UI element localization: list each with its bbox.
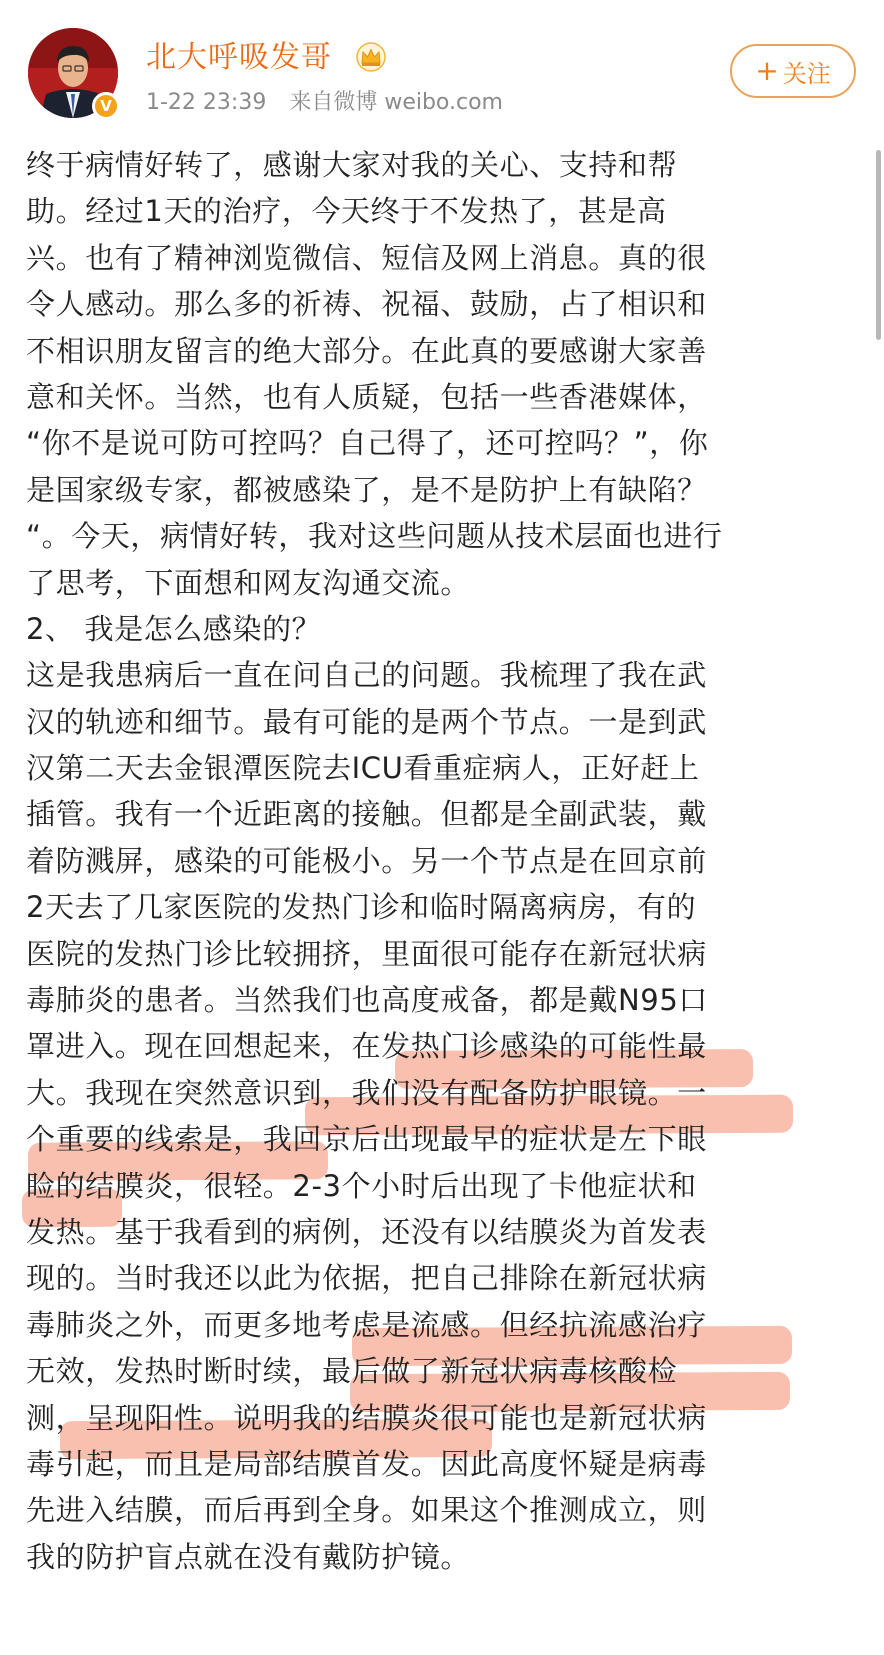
text-line: 大。我现在突然意识到，我们没有配备防护眼镜。一 [26, 1075, 707, 1110]
text-line: 着防溅屏，感染的可能极小。另一个节点是在回京前 [26, 843, 707, 878]
verified-badge-icon [92, 92, 120, 120]
text-line: 无效，发热时断时续，最后做了新冠状病毒核酸检 [26, 1354, 678, 1389]
text-line: 插管。我有一个近距离的接触。但都是全副武装，戴 [26, 797, 707, 832]
text-line: 睑的结膜炎，很轻。2-3个小时后出现了卡他症状和 [26, 1168, 697, 1203]
text-line: 个重要的线索是，我回京后出现最早的症状是左下眼 [26, 1122, 707, 1157]
follow-button[interactable] [730, 44, 856, 98]
text-line: 这是我患病后一直在问自己的问题。我梳理了我在武 [26, 658, 707, 693]
post-header [0, 0, 884, 140]
text-line: 测，呈现阳性。说明我的结膜炎很可能也是新冠状病 [26, 1400, 707, 1435]
post-timestamp: 1-22 23:39 [146, 90, 267, 115]
text-line: 汉的轨迹和细节。最有可能的是两个节点。一是到武 [26, 704, 707, 739]
scrollbar[interactable] [876, 150, 881, 340]
post-meta [146, 88, 503, 118]
text-line: 汉第二天去金银潭医院去ICU看重症病人，正好赶上 [26, 751, 700, 786]
text-line: 发热。基于我看到的病例，还没有以结膜炎为首发表 [26, 1214, 707, 1249]
text-line: 2天去了几家医院的发热门诊和临时隔离病房，有的 [26, 890, 697, 925]
text-line: 兴。也有了精神浏览微信、短信及网上消息。真的很 [26, 240, 707, 275]
text-line: 罩进入。现在回想起来，在发热门诊感染的可能性最 [26, 1029, 707, 1064]
text-line: 毒肺炎的患者。当然我们也高度戒备，都是戴N95口 [26, 983, 708, 1018]
username[interactable]: 北大呼吸发哥 [146, 40, 332, 75]
text-line: “。今天，病情好转，我对这些问题从技术层面也进行 [26, 519, 723, 554]
follow-label: 关注 [782, 59, 831, 88]
text-line: 毒肺炎之外，而更多地考虑是流感。但经抗流感治疗 [26, 1307, 707, 1342]
text-line: 是国家级专家，都被感染了，是不是防护上有缺陷？ [26, 472, 707, 507]
text-line: 终于病情好转了，感谢大家对我的关心、支持和帮 [26, 148, 678, 182]
plus-icon: + [755, 54, 779, 87]
text-line: 令人感动。那么多的祈祷、祝福、鼓励，占了相识和 [26, 287, 707, 322]
post-body [26, 142, 862, 1580]
crown-member-icon[interactable] [355, 42, 387, 72]
text-line: 了思考，下面想和网友沟通交流。 [26, 565, 471, 600]
text-line: “你不是说可防可控吗？自己得了，还可控吗？”，你 [26, 426, 709, 461]
text-line: 医院的发热门诊比较拥挤，里面很可能存在新冠状病 [26, 936, 707, 971]
text-line: 不相识朋友留言的绝大部分。在此真的要感谢大家善 [26, 333, 707, 368]
text-line: 助。经过1天的治疗，今天终于不发热了，甚是高 [26, 194, 667, 229]
text-line: 先进入结膜，而后再到全身。如果这个推测成立，则 [26, 1493, 707, 1528]
section-heading: 2、 我是怎么感染的？ [26, 611, 322, 646]
post-source[interactable]: 来自微博 weibo.com [289, 90, 503, 115]
verified-badge-letter: V [100, 96, 112, 115]
text-line: 意和关怀。当然，也有人质疑，包括一些香港媒体， [26, 379, 707, 414]
text-line: 我的防护盲点就在没有戴防护镜。 [26, 1539, 471, 1574]
text-line: 现的。当时我还以此为依据，把自己排除在新冠状病 [26, 1261, 707, 1296]
text-line: 毒引起，而且是局部结膜首发。因此高度怀疑是病毒 [26, 1446, 707, 1481]
